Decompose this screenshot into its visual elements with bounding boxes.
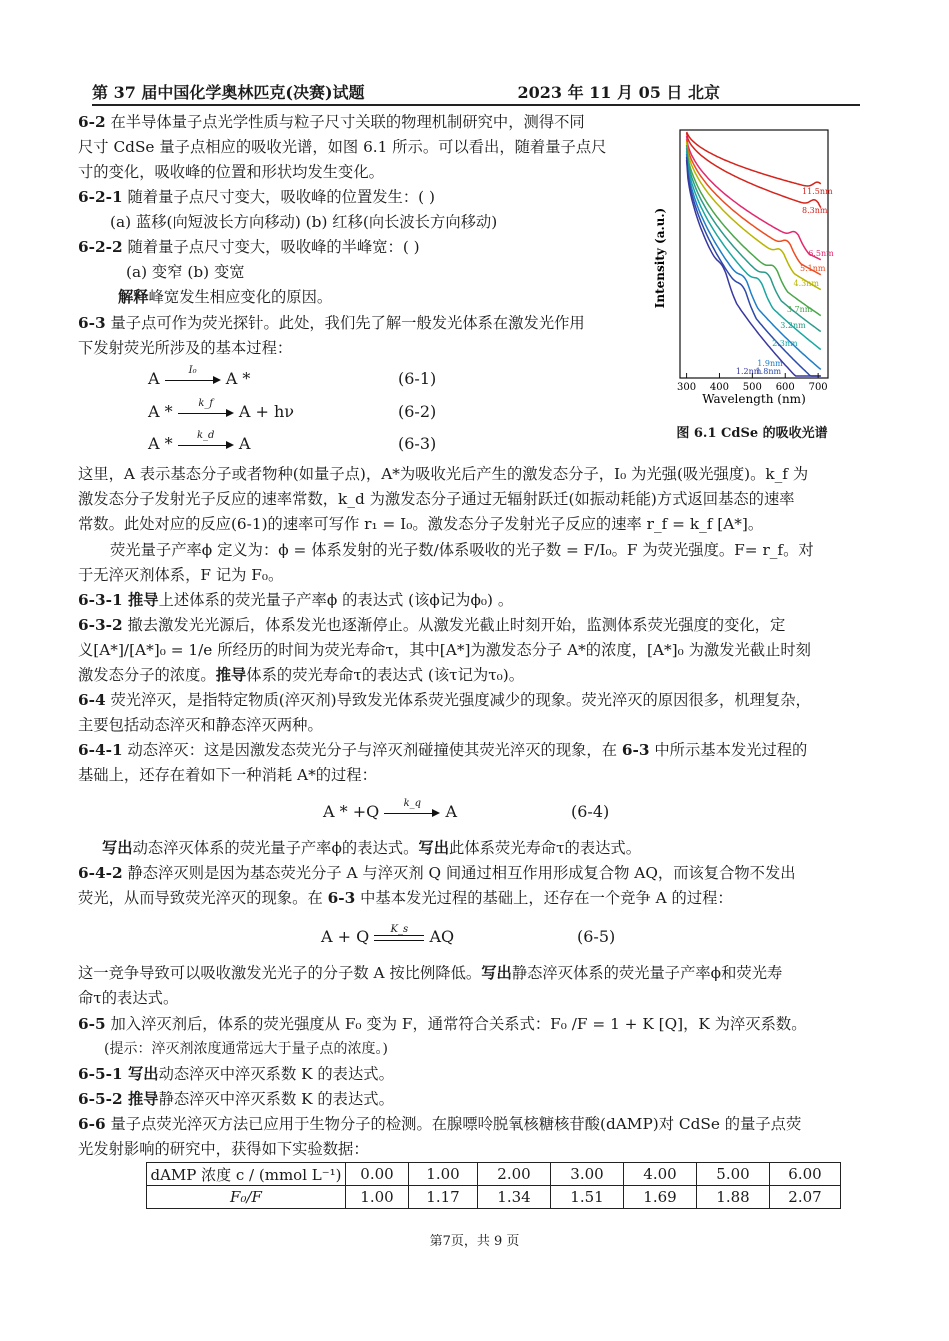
question-6-4-1: 6-4-1 动态淬灭：这是因激发态荧光分子与淬灭剂碰撞使其荧光淬灭的现象，在 6-3 中所示基本发光过程的 (78, 741, 808, 759)
equation-number: (6-1) (398, 369, 437, 388)
table-header-cell: F₀/F (147, 1186, 346, 1209)
question-6-2-2: 6-2-2 随着量子点尺寸变大，吸收峰的半峰宽：( ) (78, 238, 420, 256)
curve-label: 1.8nm (755, 367, 782, 376)
text-line: 尺寸 CdSe 量子点相应的吸收光谱，如图 6.1 所示。可以看出，随着量子点尺 (78, 138, 607, 156)
x-tick-label: 500 (742, 382, 762, 393)
table-cell: 6.00 (770, 1163, 841, 1186)
text-line: 荧光量子产率ϕ 定义为：ϕ = 体系发射的光子数/体系吸收的光子数 = F/I₀。F 为荧光强度。F= r_f。对 (110, 541, 814, 559)
figure-caption: 图 6.1 CdSe 的吸收光谱 (676, 426, 828, 441)
question-6-4: 6-4 荧光淬灭，是指特定物质(淬灭剂)导致发光体系荧光强度减少的现象。荧光淬灭的原因很多，机理复杂， (78, 691, 811, 709)
text-line: 写出动态淬灭体系的荧光量子产率ϕ的表达式。写出此体系荧光寿命τ的表达式。 (102, 839, 642, 857)
header-title: 第 37 届中国化学奥林匹克(决赛)试题 (92, 83, 365, 102)
equation-6-1: A I₀ A * (148, 364, 251, 388)
text-line: 这一竞争导致可以吸收激发光光子的分子数 A 按比例降低。写出静态淬灭体系的荧光量子产率ϕ和荧光寿 (78, 964, 783, 982)
text-line: 这里，A 表示基态分子或者物种(如量子点)，A*为吸收光后产生的激发态分子，I₀ 为光强(吸光强度)。k_f 为 (78, 465, 809, 483)
table-cell: 2.00 (478, 1163, 551, 1186)
text-line: 命τ的表达式。 (78, 989, 179, 1007)
question-6-6: 6-6 量子点荧光淬灭方法已应用于生物分子的检测。在腺嘌呤脱氧核糖核苷酸(dAMP)对 CdSe 的量子点荧 (78, 1115, 802, 1133)
curve-label: 3.2nm (780, 321, 806, 330)
text-line: 寸的变化，吸收峰的位置和形状均发生变化。 (78, 163, 384, 181)
question-6-5: 6-5 加入淬灭剂后，体系的荧光强度从 F₀ 变为 F，通常符合关系式：F₀ /F = 1 + K [Q]，K 为淬灭系数。 (78, 1015, 807, 1033)
table-row (147, 1163, 841, 1186)
text-line: 激发态分子发射光子反应的速率常数，k_d 为激发态分子通过无辐射跃迁(如振动耗能)方式返回基态的速率 (78, 490, 795, 508)
table-cell: 5.00 (697, 1163, 770, 1186)
equation-6-3: A * k_d A (148, 429, 251, 453)
table-cell: 1.88 (697, 1186, 770, 1209)
text-line: 常数。此处对应的反应(6-1)的速率可写作 r₁ = I₀。激发态分子发射光子反应的速率 r_f = k_f [A*]。 (78, 515, 764, 533)
table-cell: 3.00 (551, 1163, 624, 1186)
question-6-4-2: 6-4-2 静态淬灭则是因为基态荧光分子 A 与淬灭剂 Q 间通过相互作用形成复合物 AQ，而该复合物不发出 (78, 864, 796, 882)
equation-number: (6-4) (571, 802, 610, 821)
question-6-2-1: 6-2-1 随着量子点尺寸变大，吸收峰的位置发生：( ) (78, 188, 435, 206)
x-tick-label: 600 (775, 382, 795, 393)
table-cell: 1.51 (551, 1186, 624, 1209)
text-line: 6-2 在半导体量子点光学性质与粒子尺寸关联的物理机制研究中，测得不同 (78, 113, 585, 131)
x-axis-label: Wavelength (nm) (702, 392, 806, 406)
text-line: 主要包括动态淬灭和静态淬灭两种。 (78, 716, 323, 734)
text-line: 义[A*]/[A*]₀ = 1/e 所经历的时间为荧光寿命τ，其中[A*]为激发态分子 A*的浓度，[A*]₀ 为激发光截止时刻 (78, 641, 811, 659)
equation-6-2: A * k_f A + hν (148, 397, 294, 421)
hint: (提示：淬灭剂浓度通常远大于量子点的浓度。) (104, 1041, 388, 1057)
text-line: 解释峰宽发生相应变化的原因。 (118, 288, 333, 306)
plot-frame (680, 130, 828, 378)
equation-number: (6-2) (398, 402, 437, 421)
table-cell: 1.34 (478, 1186, 551, 1209)
options-6-2-1: (a) 蓝移(向短波长方向移动) (b) 红移(向长波长方向移动) (110, 213, 498, 231)
text-line: 下发射荧光所涉及的基本过程： (78, 339, 293, 357)
text-line: 光发射影响的研究中，获得如下实验数据： (78, 1140, 369, 1158)
absorption-spectrum-plot (652, 118, 852, 448)
curve-label: 6.5nm (808, 249, 834, 258)
table-cell: 1.00 (346, 1186, 409, 1209)
curve-label: 1.2nm (735, 367, 762, 376)
page-header (92, 78, 860, 106)
page-footer: 第7页，共 9 页 (429, 1234, 520, 1249)
curve-label: 4.3nm (793, 279, 819, 288)
spectrum-curve-2.3nm (687, 151, 821, 350)
table-cell: 1.17 (409, 1186, 478, 1209)
curve-label: 5.1nm (800, 264, 826, 273)
equation-number: (6-5) (577, 927, 616, 946)
curve-label: 8.3nm (802, 206, 828, 215)
curve-label: 2.3nm (772, 339, 798, 348)
text-line: 基础上，还存在着如下一种消耗 A*的过程： (78, 766, 377, 784)
header-date: 2023 年 11 月 05 日 北京 (517, 83, 720, 102)
equation-number: (6-3) (398, 434, 437, 453)
text-line: 激发态分子的浓度。推导体系的荧光寿命τ的表达式 (该τ记为τ₀)。 (78, 666, 525, 684)
damp-data-table (146, 1162, 841, 1209)
curve-label: 3.7nm (786, 305, 813, 314)
question-6-5-1: 6-5-1 写出动态淬灭中淬灭系数 K 的表达式。 (78, 1065, 394, 1083)
question-6-3-2: 6-3-2 撤去激发光光源后，体系发光也逐渐停止。从激发光截止时刻开始，监测体系荧光强度的变化，定 (78, 616, 786, 634)
table-header-cell: dAMP 浓度 c / (mmol L⁻¹) (147, 1163, 346, 1186)
question-6-3-1: 6-3-1 推导上述体系的荧光量子产率ϕ 的表达式 (该ϕ记为ϕ₀) 。 (78, 591, 514, 609)
question-6-3: 6-3 量子点可作为荧光探针。此处，我们先了解一般发光体系在激发光作用 (78, 314, 585, 332)
curve-label: 1.9nm (757, 359, 783, 368)
text-line: 荧光，从而导致荧光淬灭的现象。在 6-3 中基本发光过程的基础上，还存在一个竞争 A 的过程： (78, 889, 733, 907)
curve-label: 11.5nm (802, 187, 833, 196)
y-axis-label: Intensity (a.u.) (653, 207, 667, 309)
x-tick-label: 700 (808, 382, 828, 393)
spectrum-curve-1.9nm (687, 154, 821, 369)
options-6-2-2: (a) 变窄 (b) 变宽 (126, 263, 245, 281)
table-row (147, 1186, 841, 1209)
x-tick-label: 300 (677, 382, 697, 393)
figure-6-1 (652, 118, 852, 448)
table-cell: 2.07 (770, 1186, 841, 1209)
x-tick-label: 400 (709, 382, 730, 393)
question-6-5-2: 6-5-2 推导静态淬灭中淬灭系数 K 的表达式。 (78, 1090, 394, 1108)
equation-6-4: A * +Q k_q A (323, 797, 457, 821)
table-cell: 1.69 (624, 1186, 697, 1209)
equation-6-5: A + Q K_s AQ (321, 923, 455, 946)
table-cell: 1.00 (409, 1163, 478, 1186)
table-cell: 0.00 (346, 1163, 409, 1186)
table-cell: 4.00 (624, 1163, 697, 1186)
text-line: 于无淬灭剂体系，F 记为 F₀。 (78, 566, 284, 584)
